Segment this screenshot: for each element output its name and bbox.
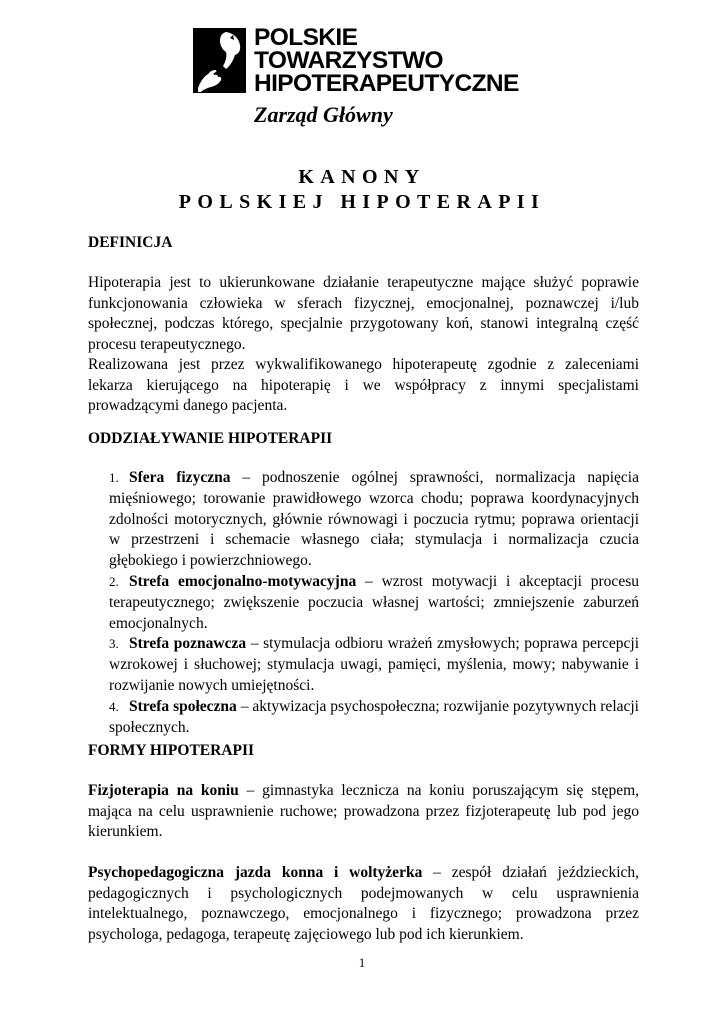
effect-title: Strefa poznawcza [129, 635, 247, 653]
definition-paragraph-2: Realizowana jest przez wykwalifikowanego hipoterapeutę zgodnie z zaleceniami lekarza kierującego na hipoterapię i we współpracy z innymi specjalistami prowadzącymi danego pacjenta. [88, 356, 639, 415]
list-number: 3. [109, 636, 119, 652]
effect-title: Strefa społeczna [129, 697, 237, 715]
list-number: 2. [109, 573, 119, 589]
list-item [88, 468, 639, 572]
org-line-2: TOWARZYSTWO [254, 47, 443, 74]
physiotherapy-paragraph [88, 781, 639, 843]
document-title-line-1: KANONY [298, 166, 426, 188]
list-number: 1. [109, 470, 119, 485]
effect-title: Sfera fizyczna [129, 469, 231, 486]
effects-heading: ODDZIAŁYWANIE HIPOTERAPII [88, 430, 333, 447]
effects-list [88, 468, 639, 738]
list-item [88, 634, 639, 696]
list-number: 4. [109, 698, 119, 714]
definition-paragraph-1: Hipoterapia jest to ukierunkowane działanie terapeutyczne mające służyć poprawie funkcjonowania człowieka w sferach fizycznej, emocjonalnej, poznawczej i/lub społecznej, podczas którego, specjalnie przygotowany koń, stanowi integralną część procesu terapeutycznego. [88, 274, 639, 353]
effect-title: Strefa emocjonalno-motywacyjna [129, 572, 357, 590]
psychopedagogical-paragraph [88, 863, 639, 945]
effect-text: – stymulacja odbioru wrażeń zmysłowych; poprawa percepcji wzrokowej i słuchowej; stymulacja uwagi, pamięci, myślenia, mowy; nabywanie i rozwijanie nowych umiejętności. [109, 635, 640, 694]
forms-heading: FORMY HIPOTERAPII [88, 742, 255, 759]
physiotherapy-text: – gimnastyka lecznicza na koniu poruszającym się stępem, mająca na celu usprawnienie ruchowe; prowadzona przez fizjoterapeutę lub pod jego kierunkiem. [88, 782, 640, 841]
horse-hand-logo-icon [193, 28, 246, 93]
page-number: 1 [358, 955, 366, 970]
physiotherapy-title: Fizjoterapia na koniu [88, 782, 239, 799]
effect-text: – wzrost motywacji i akceptacji procesu terapeutycznego; zwiększenie poczucia własnej wartości; zmniejszenie zaburzeń emocjonalnych. [109, 572, 639, 632]
list-item [88, 697, 639, 739]
organization-name [254, 26, 519, 95]
document-title-line-2: POLSKIEJ HIPOTERAPII [178, 191, 546, 213]
org-line-1: POLSKIE [254, 24, 358, 51]
list-item [88, 572, 639, 634]
org-line-3: HIPOTERAPEUTYCZNE [254, 70, 519, 97]
effect-text: – podnoszenie ogólnej sprawności, normalizacja napięcia mięśniowego; torowanie prawidłowego wzorca chodu; poprawa koordynacyjnych zdolności motorycznych, głównie równowagi i poczucia rytmu; poprawa orientacji w przestrzeni i schemacie własnego ciała; stymulacja i normalizacja czucia głębokiego i powierzchniowego. [109, 469, 639, 570]
effect-text: – aktywizacja psychospołeczna; rozwijanie pozytywnych relacji społecznych. [109, 697, 639, 736]
psychopedagogical-text: – zespół działań jeździeckich, pedagogicznych i psychologicznych podejmowanych w celu usprawnienia intelektualnego, poznawczego, emocjonalnego i fizycznego; prowadzona przez psychologa, pedagoga, terapeutę zajęciowego lub pod ich kierunkiem. [88, 864, 640, 943]
psychopedagogical-title: Psychopedagogiczna jazda konna i woltyżerka [88, 864, 423, 881]
definition-heading: DEFINICJA [88, 234, 173, 251]
board-subtitle: Zarząd Główny [254, 102, 393, 127]
